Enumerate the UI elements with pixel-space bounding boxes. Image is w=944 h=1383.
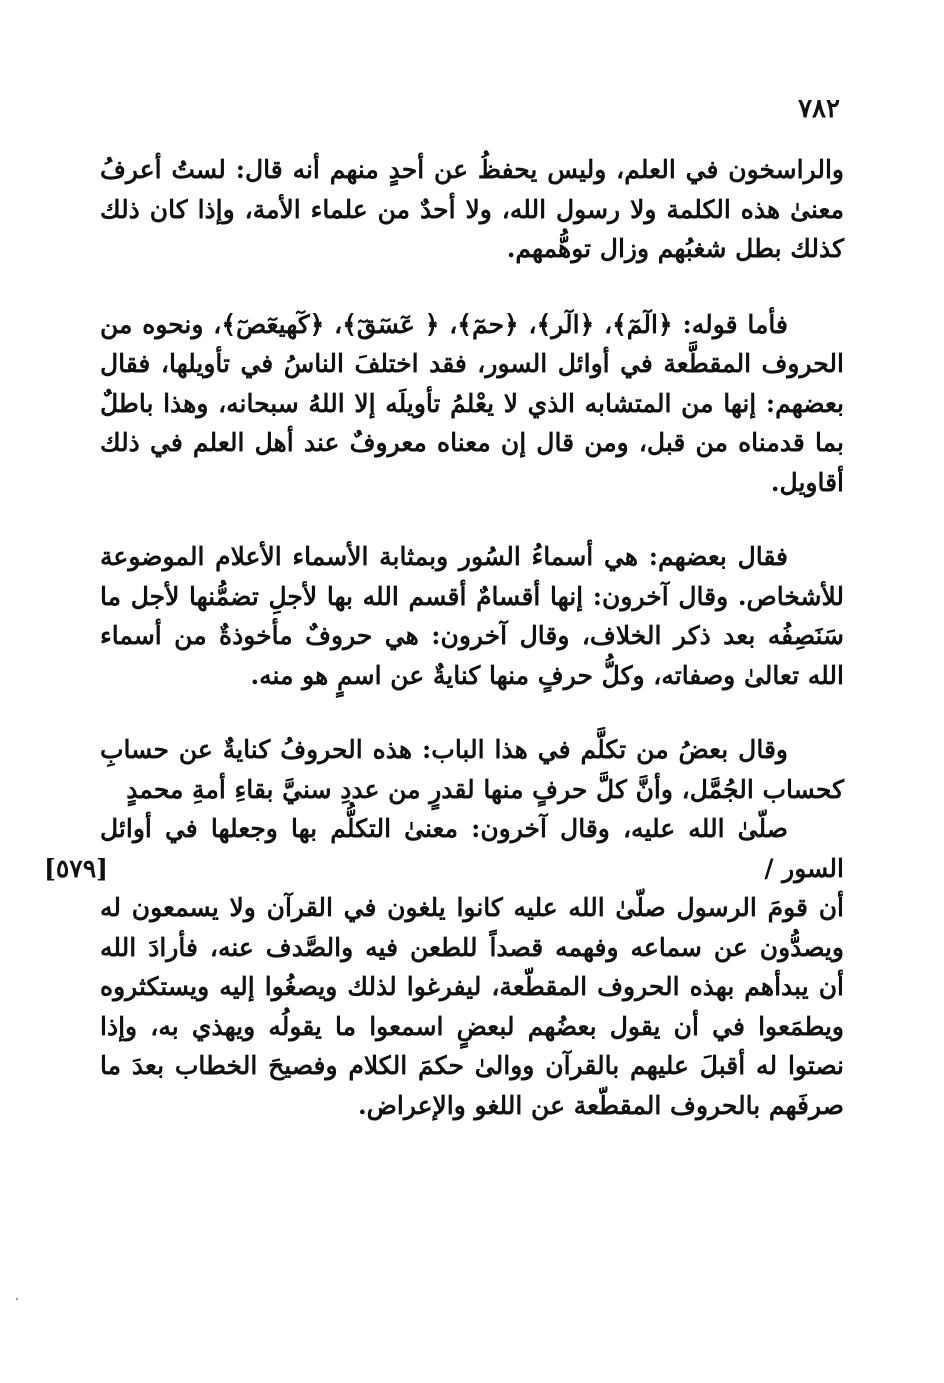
paragraph-text-after-note: أن قومَ الرسول صلّىٰ الله عليه كانوا يلغون في القرآن ولا يسمعون له ويصدُّون عن سماعه وفهمه قصداً للطعن فيه والصَّدف عنه، فأرادَ الله أن يبدأهم بهذه الحروف المقطّعة، ليفرغوا لذلك ويصغُوا إليه ويستكثروه ويطمَعوا في أن يقول بعضُهم لبعضٍ اسمعوا ما يقولُه ويهذي به، وإذا نصتوا له أقبلَ عليهم بالقرآن ووالىٰ حكمَ الكلام وفصيحَ الخطاب بعدَ ما صرفَهم بالحروف المقطّعة عن اللغو والإعراض.	[100, 893, 844, 1120]
scan-speck	[16, 1298, 18, 1300]
body-text	[44, 150, 844, 1125]
paragraph-text-before-note: وقال بعضُ من تكلَّم في هذا الباب: هذه الحروفُ كنايةٌ عن حسابِ كحساب الجُمَّل، وأنَّ كلَّ حرفٍ منها لقدرٍ من عددِ سنيَّ بقاءِ أمةِ محمدٍ	[100, 735, 844, 804]
paragraph: فأما قوله: ﴿الٓمٓ﴾، ﴿الٓر﴾، ﴿حمٓ﴾، ﴿ عٓسٓقٓ﴾، ﴿كٓهيعٓصٓ﴾، ونحوه من الحروف المقطَّعة في أوائل السور، فقد اختلفَ الناسُ في تأويلها، فقال بعضهم: إنها من المتشابه الذي لا يعْلمُ تأويلَه إلا اللهُ سبحانه، وهذا باطلٌ بما قدمناه من قبل، ومن قال إن معناه معروفٌ عند أهل العلم في ذلك أقاويل.	[100, 309, 844, 497]
page-number: ٧٨٢	[798, 94, 840, 124]
line-with-margin-note	[44, 809, 844, 888]
paragraph-text-note-line: صلّىٰ الله عليه، وقال آخرون: معنىٰ التكلُّم بها وجعلها في أوائل السور /	[100, 814, 844, 883]
paragraph: والراسخون في العلم، وليس يحفظُ عن أحدٍ منهم أنه قال: لستُ أعرفُ معنىٰ هذه الكلمة ولا رسول الله، ولا أحدٌ من علماء الأمة، وإذا كان ذلك كذلك بطل شغبُهم وزال توهُّمهم.	[100, 155, 844, 263]
paragraph: فقال بعضهم: هي أسماءُ السُور وبمثابة الأسماء الأعلام الموضوعة للأشخاص. وقال آخرون: إنها أقسامٌ أقسم الله بها لأجلِ تضمُّنها لأجل ما سَنَصِفُه بعد ذكر الخلاف، وقال آخرون: هي حروفٌ مأخوذةٌ من أسماء الله تعالىٰ وصفاته، وكلُّ حرفٍ منها كنايةٌ عن اسمٍ هو منه.	[100, 542, 844, 690]
paragraph	[44, 730, 844, 1125]
margin-page-reference: [٥٧٩]	[44, 853, 108, 883]
